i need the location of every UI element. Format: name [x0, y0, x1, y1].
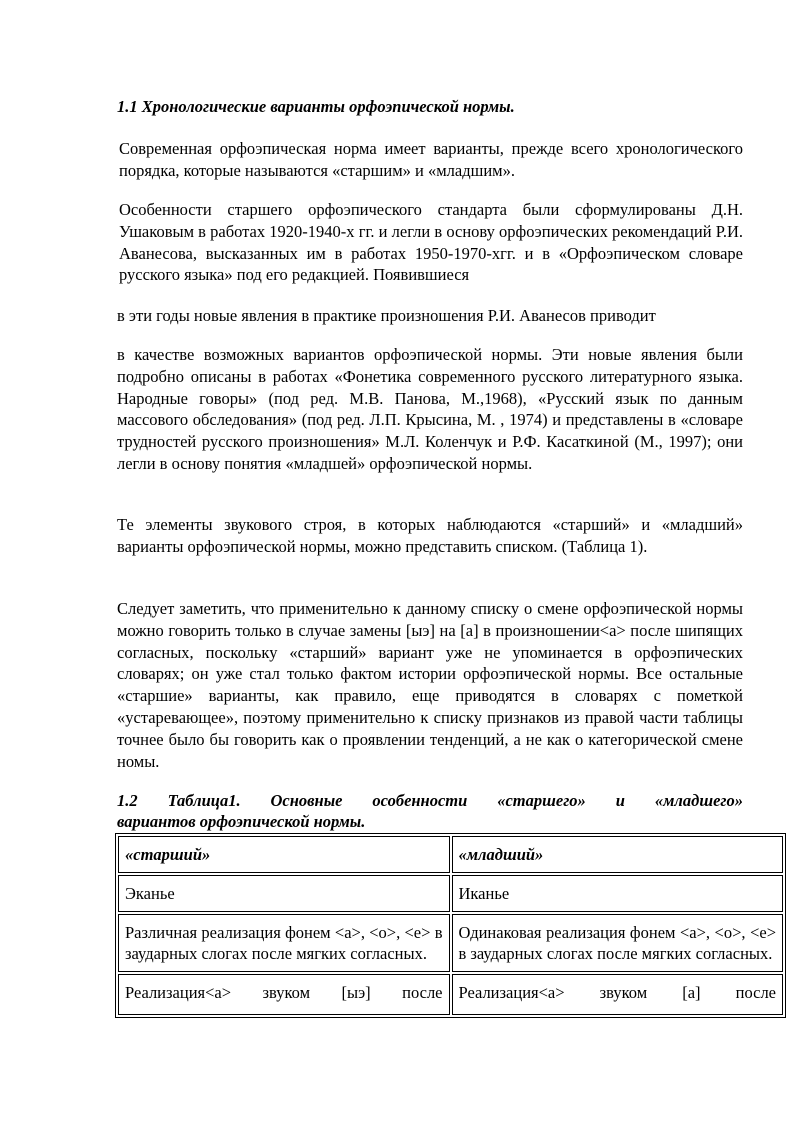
table-cell: Различная реализация фонем <а>, <о>, <е> в заударных слогах после мягких согласных.: [118, 914, 450, 973]
paragraph-1: Современная орфоэпическая норма имеет варианты, прежде всего хронологического порядка, которые называются «старшим» и «младшим».: [119, 139, 743, 180]
section-heading: 1.1 Хронологические варианты орфоэпической нормы.: [117, 97, 515, 116]
paragraph-2: Особенности старшего орфоэпического стандарта были сформулированы Д.Н. Ушаковым в работах 1920-1940-х гг. и легли в основу орфоэпических рекомендаций Р.И. Аванесова, высказанных им в работах 1950-1970-хгг. и в «Орфоэпическом словаре русского языка» под его редакцией. Появившиеся: [119, 200, 743, 285]
table-heading-line-1: 1.2 Таблица1. Основные особенности «старшего» и «младшего»: [117, 791, 743, 810]
table-row: [118, 914, 783, 973]
table-cell: Реализация<а> звуком [ыэ] после: [118, 974, 450, 1015]
table-cell: Реализация<а> звуком [а] после: [452, 974, 784, 1015]
table-cell: Одинаковая реализация фонем <а>, <о>, <е> в заударных слогах после мягких согласных.: [452, 914, 784, 973]
paragraph-5: Те элементы звукового строя, в которых наблюдаются «старший» и «младший» варианты орфоэпической нормы, можно представить списком. (Таблица 1).: [117, 515, 743, 556]
header-senior: «старший»: [118, 836, 450, 873]
table-row: [118, 875, 783, 912]
paragraph-4: в качестве возможных вариантов орфоэпической нормы. Эти новые явления были подробно описаны в работах «Фонетика современного русского литературного языка. Народные говоры» (под ред. М.В. Панова, М.,1968), «Русский язык по данным массового обследования» (под ред. Л.П. Крысина, М. , 1974) и представлены в «словаре трудностей русского произношения» М.Л. Коленчук и Р.Ф. Касаткиной (М., 1997); они легли в основу понятия «младшей» орфоэпической нормы.: [117, 345, 743, 473]
header-junior: «младший»: [452, 836, 784, 873]
paragraph-6: Следует заметить, что применительно к данному списку о смене орфоэпической нормы можно говорить только в случае замены [ыэ] на [а] в произношении<а> после шипящих согласных, поскольку «старший» вариант уже не упоминается в орфоэпических словарях; он уже стал только фактом истории орфоэпической нормы. Все остальные «старшие» варианты, как правило, еще приводятся в словарях с пометкой «устаревающее», поэтому применительно к списку признаков из правой части таблицы точнее было бы говорить как о проявлении тенденций, а не как о категорической смене номы.: [117, 599, 743, 771]
paragraph-3: в эти годы новые явления в практике произношения Р.И. Аванесов приводит: [117, 306, 656, 325]
table-header-row: [118, 836, 783, 873]
features-table: [115, 833, 786, 1018]
table-cell: Эканье: [118, 875, 450, 912]
table-heading-line-2: вариантов орфоэпической нормы.: [117, 812, 366, 831]
table-row: [118, 974, 783, 1015]
table-cell: Иканье: [452, 875, 784, 912]
